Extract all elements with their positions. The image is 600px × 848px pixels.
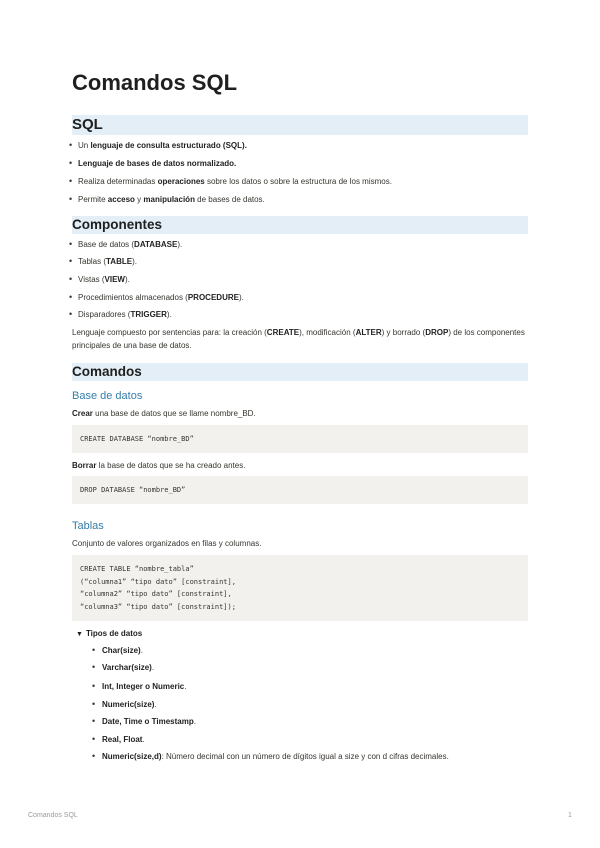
page-number: 1 <box>568 812 572 819</box>
list-item: • Un lenguaje de consulta estructurado (SQL). <box>78 141 247 150</box>
list-item: • Vistas (VIEW). <box>78 275 130 284</box>
list-item: • Real, Float. <box>102 735 145 744</box>
page-title: Comandos SQL <box>72 70 238 95</box>
heading-tablas: Tablas <box>72 520 104 532</box>
list-item: • Char(size). <box>102 646 143 655</box>
heading-componentes: Componentes <box>72 216 528 234</box>
borrar-text: Borrar la base de datos que se ha creado antes. <box>72 461 246 470</box>
list-item: • Lenguaje de bases de datos normalizado. <box>78 159 236 168</box>
list-item: • Date, Time o Timestamp. <box>102 717 196 726</box>
tablas-description: Conjunto de valores organizados en filas y columnas. <box>72 539 262 548</box>
list-item: • Numeric(size,d): Número decimal con un número de dígitos igual a size y con d cifras decimales. <box>102 752 449 761</box>
list-item: • Varchar(size). <box>102 663 154 672</box>
list-item: • Procedimientos almacenados (PROCEDURE). <box>78 293 244 302</box>
triangle-down-icon: ▼ <box>76 631 83 638</box>
code-block: DROP DATABASE “nombre_BD” <box>72 476 528 504</box>
footer-title: Comandos SQL <box>28 812 78 819</box>
list-item: • Tablas (TABLE). <box>78 257 137 266</box>
code-block: CREATE DATABASE “nombre_BD” <box>72 425 528 453</box>
componentes-paragraph: Lenguaje compuesto por sentencias para: la creación (CREATE), modificación (ALTER) y borrado (DROP) de los componentes principales de una base de datos. <box>72 328 525 350</box>
heading-sql: SQL <box>72 115 528 135</box>
heading-base-de-datos: Base de datos <box>72 390 143 402</box>
code-block: CREATE TABLE “nombre_tabla” (“columna1” “tipo dato” [constraint], “columna2” “tipo dato” [constraint], “columna3” “tipo dato” [constraint]); <box>72 555 528 621</box>
list-item: • Int, Integer o Numeric. <box>102 682 186 691</box>
list-item: • Realiza determinadas operaciones sobre los datos o sobre la estructura de los mismos. <box>78 177 392 186</box>
list-item: • Disparadores (TRIGGER). <box>78 310 172 319</box>
heading-comandos: Comandos <box>72 363 528 381</box>
list-item: • Numeric(size). <box>102 700 157 709</box>
toggle-tipos-de-datos[interactable]: ▼ Tipos de datos <box>76 629 143 638</box>
list-item: • Permite acceso y manipulación de bases de datos. <box>78 195 265 204</box>
list-item: • Base de datos (DATABASE). <box>78 240 182 249</box>
crear-text: Crear una base de datos que se llame nombre_BD. <box>72 409 256 418</box>
